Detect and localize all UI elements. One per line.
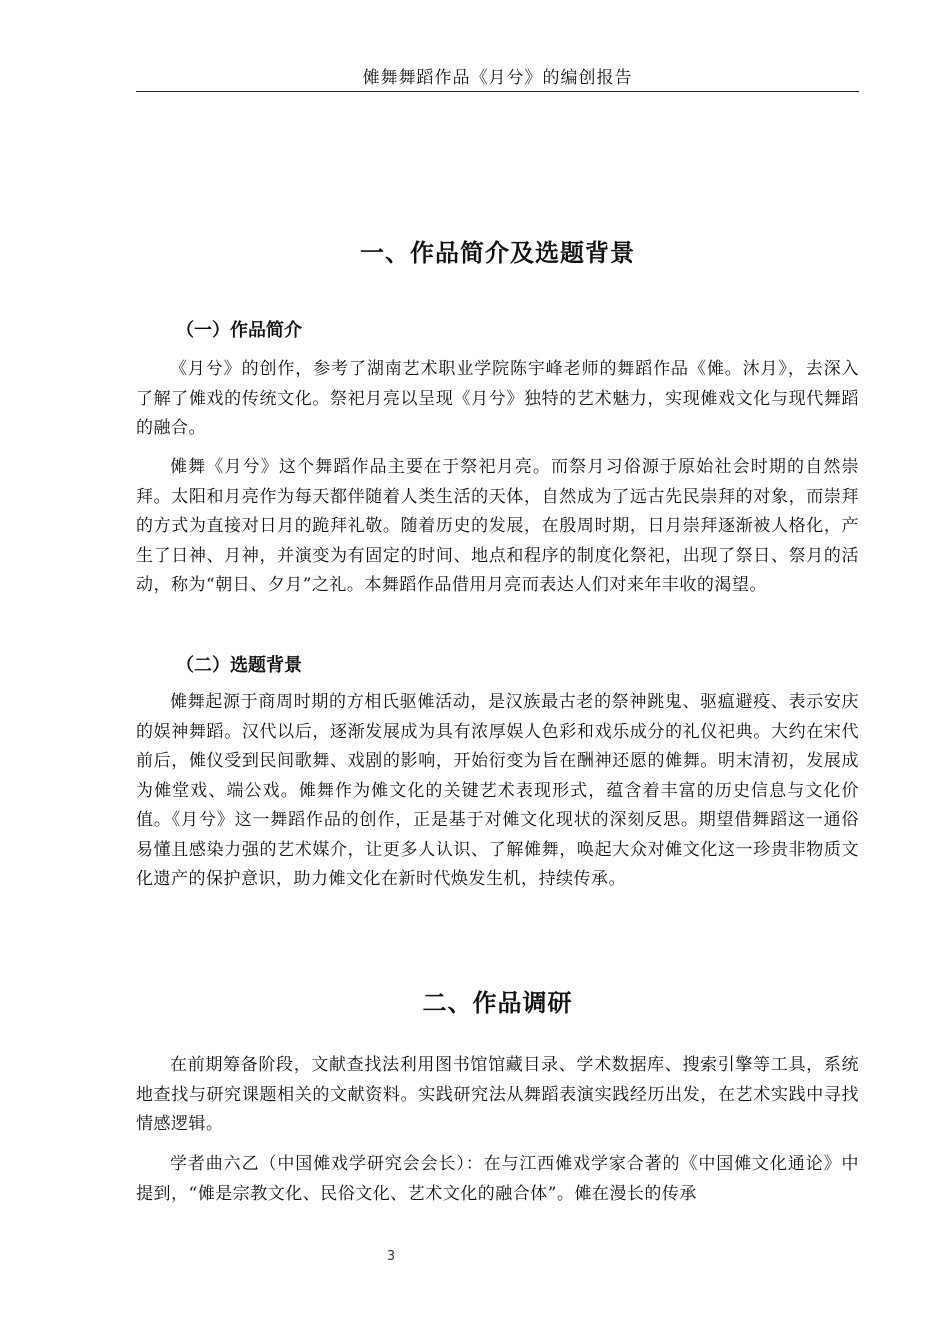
section-heading-background: （二）选题背景 [176,655,302,676]
paragraph-background-1: 傩舞起源于商周时期的方相氏驱傩活动，是汉族最古老的祭神跳鬼、驱瘟避疫、表示安庆的娱神舞蹈。汉代以后，逐渐发展成为具有浓厚娱人色彩和戏乐成分的礼仪祀典。大约在宋代前后，傩仪受到民间歌舞、戏剧的影响，开始衍变为旨在酬神还愿的傩舞。明末清初，发展成为傩堂戏、端公戏。傩舞作为傩文化的关键艺术表现形式，蕴含着丰富的历史信息与文化价值。《月兮》这一舞蹈作品的创作，正是基于对傩文化现状的深刻反思。期望借舞蹈这一通俗易懂且感染力强的艺术媒介，让更多人认识、了解傩舞，唤起大众对傩文化这一珍贵非物质文化遗产的保护意识，助力傩文化在新时代焕发生机，持续传承。 [136,692,859,889]
running-header: 傩舞舞蹈作品《月兮》的编创报告 [362,68,633,88]
paragraph-intro-2: 傩舞《月兮》这个舞蹈作品主要在于祭祀月亮。而祭月习俗源于原始社会时期的自然崇拜。太阳和月亮作为每天都伴随着人类生活的天体，自然成为了远古先民崇拜的对象，而崇拜的方式为直接对日月的跪拜礼敬。随着历史的发展，在殷周时期，日月崇拜逐渐被人格化，产生了日神、月神，并演变为有固定的时间、地点和程序的制度化祭祀，出现了祭日、祭月的活动，称为“朝日、夕月”之礼。本舞蹈作品借用月亮而表达人们对来年丰收的渴望。 [136,457,859,595]
section-heading-intro: （一）作品简介 [176,320,302,341]
paragraph-research-1: 在前期筹备阶段，文献查找法利用图书馆馆藏目录、学术数据库、搜索引擎等工具，系统地查找与研究课题相关的文献资料。实践研究法从舞蹈表演实践经历出发，在艺术实践中寻找情感逻辑。 [136,1055,859,1134]
chapter-title-1: 一、作品简介及选题背景 [360,239,635,267]
paragraph-intro-1: 《月兮》的创作，参考了湖南艺术职业学院陈宇峰老师的舞蹈作品《傩。沐月》，去深入了解了傩戏的传统文化。祭祀月亮以呈现《月兮》独特的艺术魅力，实现傩戏文化与现代舞蹈的融合。 [136,359,859,438]
page-number: 3 [386,1249,396,1264]
chapter-title-2: 二、作品调研 [422,989,573,1017]
header-divider [136,91,859,92]
paragraph-research-2: 学者曲六乙（中国傩戏学研究会会长）：在与江西傩戏学家合著的《中国傩文化通论》中提到，“傩是宗教文化、民俗文化、艺术文化的融合体”。傩在漫长的传承 [136,1154,859,1204]
